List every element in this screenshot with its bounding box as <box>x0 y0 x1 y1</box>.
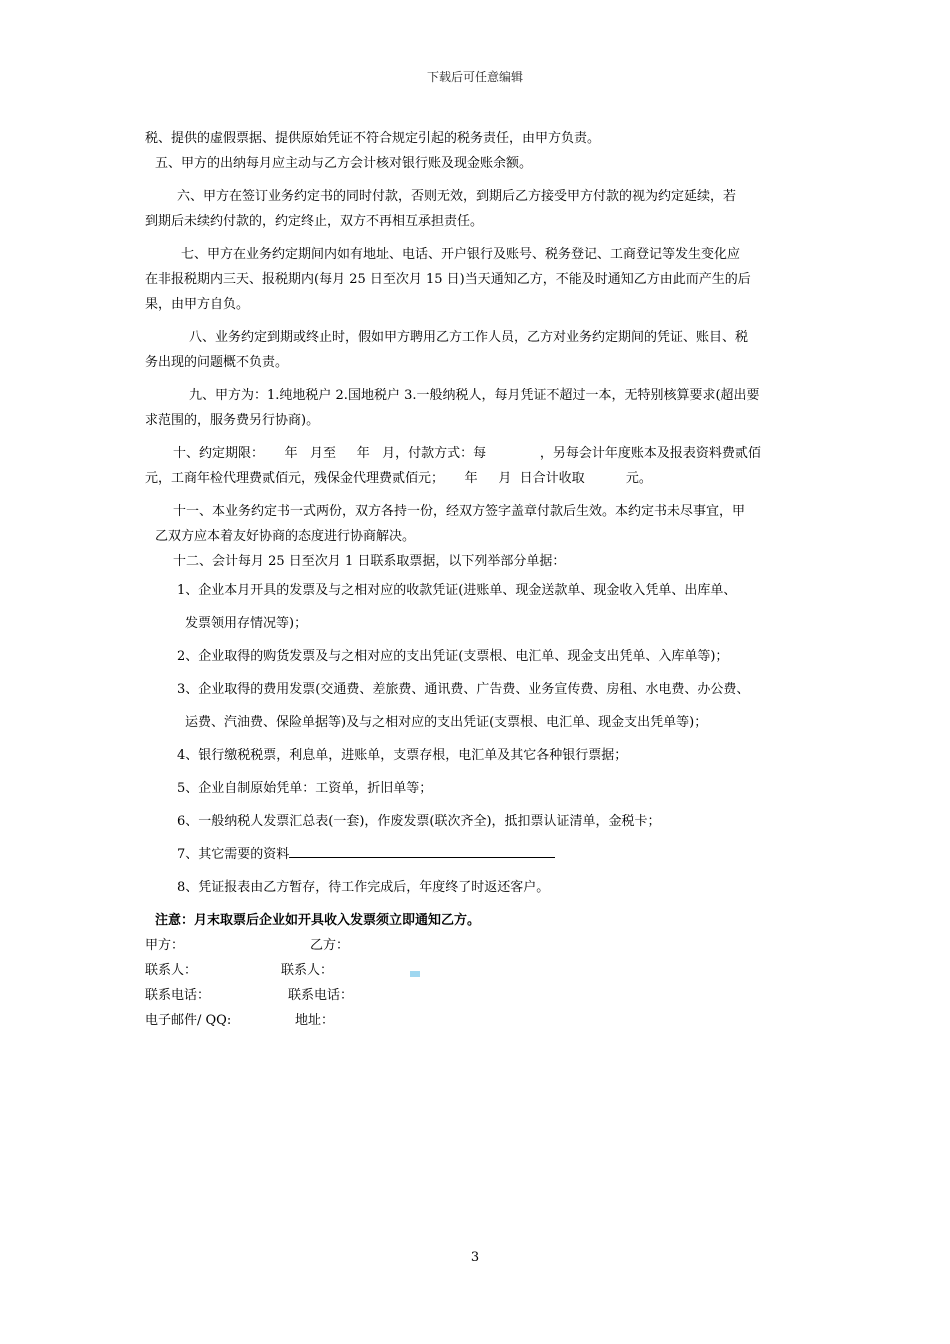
clause-11-line-1: 十一、本业务约定书一式两份，双方各持一份，经双方签字盖章付款后生效。本约定书未尽事宜，甲 <box>173 504 746 519</box>
clause-8-line-1: 八、业务约定到期或终止时，假如甲方聘用乙方工作人员，乙方对业务约定期间的凭证、账目、税 <box>189 330 749 345</box>
clause-7-line-2: 在非报税期内三天、报税期内(每月 25 日至次月 15 日)当天通知乙方，不能及时通知乙方由此而产生的后 <box>145 272 751 287</box>
list-item-6: 6、一般纳税人发票汇总表(一套)，作废发票(联次齐全)，抵扣票认证清单，金税卡； <box>177 814 661 829</box>
list-item-4: 4、银行缴税税票，利息单，进账单，支票存根，电汇单及其它各种银行票据； <box>177 748 628 763</box>
fill-in-blank-line <box>289 843 555 858</box>
phone-a-label: 联系电话： <box>145 988 211 1003</box>
list-item-1-line-2: 发票领用存情况等)； <box>185 616 308 631</box>
phone-b-label: 联系电话： <box>288 988 354 1003</box>
signature-row-party <box>145 933 815 958</box>
clause-5: 五、甲方的出纳每月应主动与乙方会计核对银行账及现金账余额。 <box>155 156 533 171</box>
clause-11-line-2: 乙双方应本着友好协商的态度进行协商解决。 <box>155 529 416 544</box>
party-b-label: 乙方： <box>310 938 350 953</box>
clause-4-tail: 税、提供的虚假票据、提供原始凭证不符合规定引起的税务责任，由甲方负责。 <box>145 131 601 146</box>
party-a-label: 甲方： <box>145 938 185 953</box>
clause-8-line-2: 务出现的问题概不负责。 <box>145 355 289 370</box>
list-item-8: 8、凭证报表由乙方暂存，待工作完成后，年度终了时返还客户。 <box>177 880 550 895</box>
clause-9-line-2: 求范围的，服务费另行协商)。 <box>145 413 320 428</box>
list-item-7 <box>145 838 815 871</box>
clause-6-line-2: 到期后未续约付款的，约定终止，双方不再相互承担责任。 <box>145 214 484 229</box>
address-b-label: 地址： <box>295 1013 335 1028</box>
list-item-3-line-1: 3、企业取得的费用发票(交通费、差旅费、通讯费、广告费、业务宣传费、房租、水电费、办公费、 <box>177 682 750 697</box>
list-item-7-label: 7、其它需要的资料 <box>177 847 290 862</box>
signature-row-contact <box>145 958 815 983</box>
signature-row-phone <box>145 983 815 1008</box>
document-body <box>145 126 815 1033</box>
list-item-2: 2、企业取得的购货发票及与之相对应的支出凭证(支票根、电汇单、现金支出凭单、入库单等)； <box>177 649 729 664</box>
clause-10-line-2: 元，工商年检代理费贰佰元，残保金代理费贰佰元； 年 月 日合计收取 元。 <box>145 471 652 486</box>
page-header: 下载后可任意编辑 <box>426 70 523 84</box>
contact-a-label: 联系人： <box>145 963 198 978</box>
list-item-5: 5、企业自制原始凭单：工资单，折旧单等； <box>177 781 433 796</box>
signature-row-contact-info <box>145 1008 815 1033</box>
clause-12: 十二、会计每月 25 日至次月 1 日联系取票据，以下列举部分单据： <box>173 554 566 569</box>
contact-b-label: 联系人： <box>281 963 334 978</box>
clause-7-line-3: 果，由甲方自负。 <box>145 297 250 312</box>
list-item-3-line-2: 运费、汽油费、保险单据等)及与之相对应的支出凭证(支票根、电汇单、现金支出凭单等)； <box>185 715 708 730</box>
email-a-label: 电子邮件/ QQ: <box>145 1013 232 1028</box>
clause-7-line-1: 七、甲方在业务约定期间内如有地址、电话、开户银行及账号、税务登记、工商登记等发生变化应 <box>181 247 741 262</box>
highlight-marker <box>410 971 420 977</box>
list-item-1-line-1: 1、企业本月开具的发票及与之相对应的收款凭证(进账单、现金送款单、现金收入凭单、出库单、 <box>177 583 737 598</box>
clause-6-line-1: 六、甲方在签订业务约定书的同时付款，否则无效，到期后乙方接受甲方付款的视为约定延续，若 <box>177 189 737 204</box>
clause-9-line-1: 九、甲方为：1.纯地税户 2.国地税户 3.一般纳税人，每月凭证不超过一本，无特别核算要求(超出要 <box>189 388 760 403</box>
clause-10-line-1: 十、约定期限： 年 月至 年 月，付款方式：每 ，另每会计年度账本及报表资料费贰佰 <box>173 446 761 461</box>
page-number: 3 <box>470 1250 480 1265</box>
notice-text: 注意：月末取票后企业如开具收入发票须立即通知乙方。 <box>155 913 481 928</box>
